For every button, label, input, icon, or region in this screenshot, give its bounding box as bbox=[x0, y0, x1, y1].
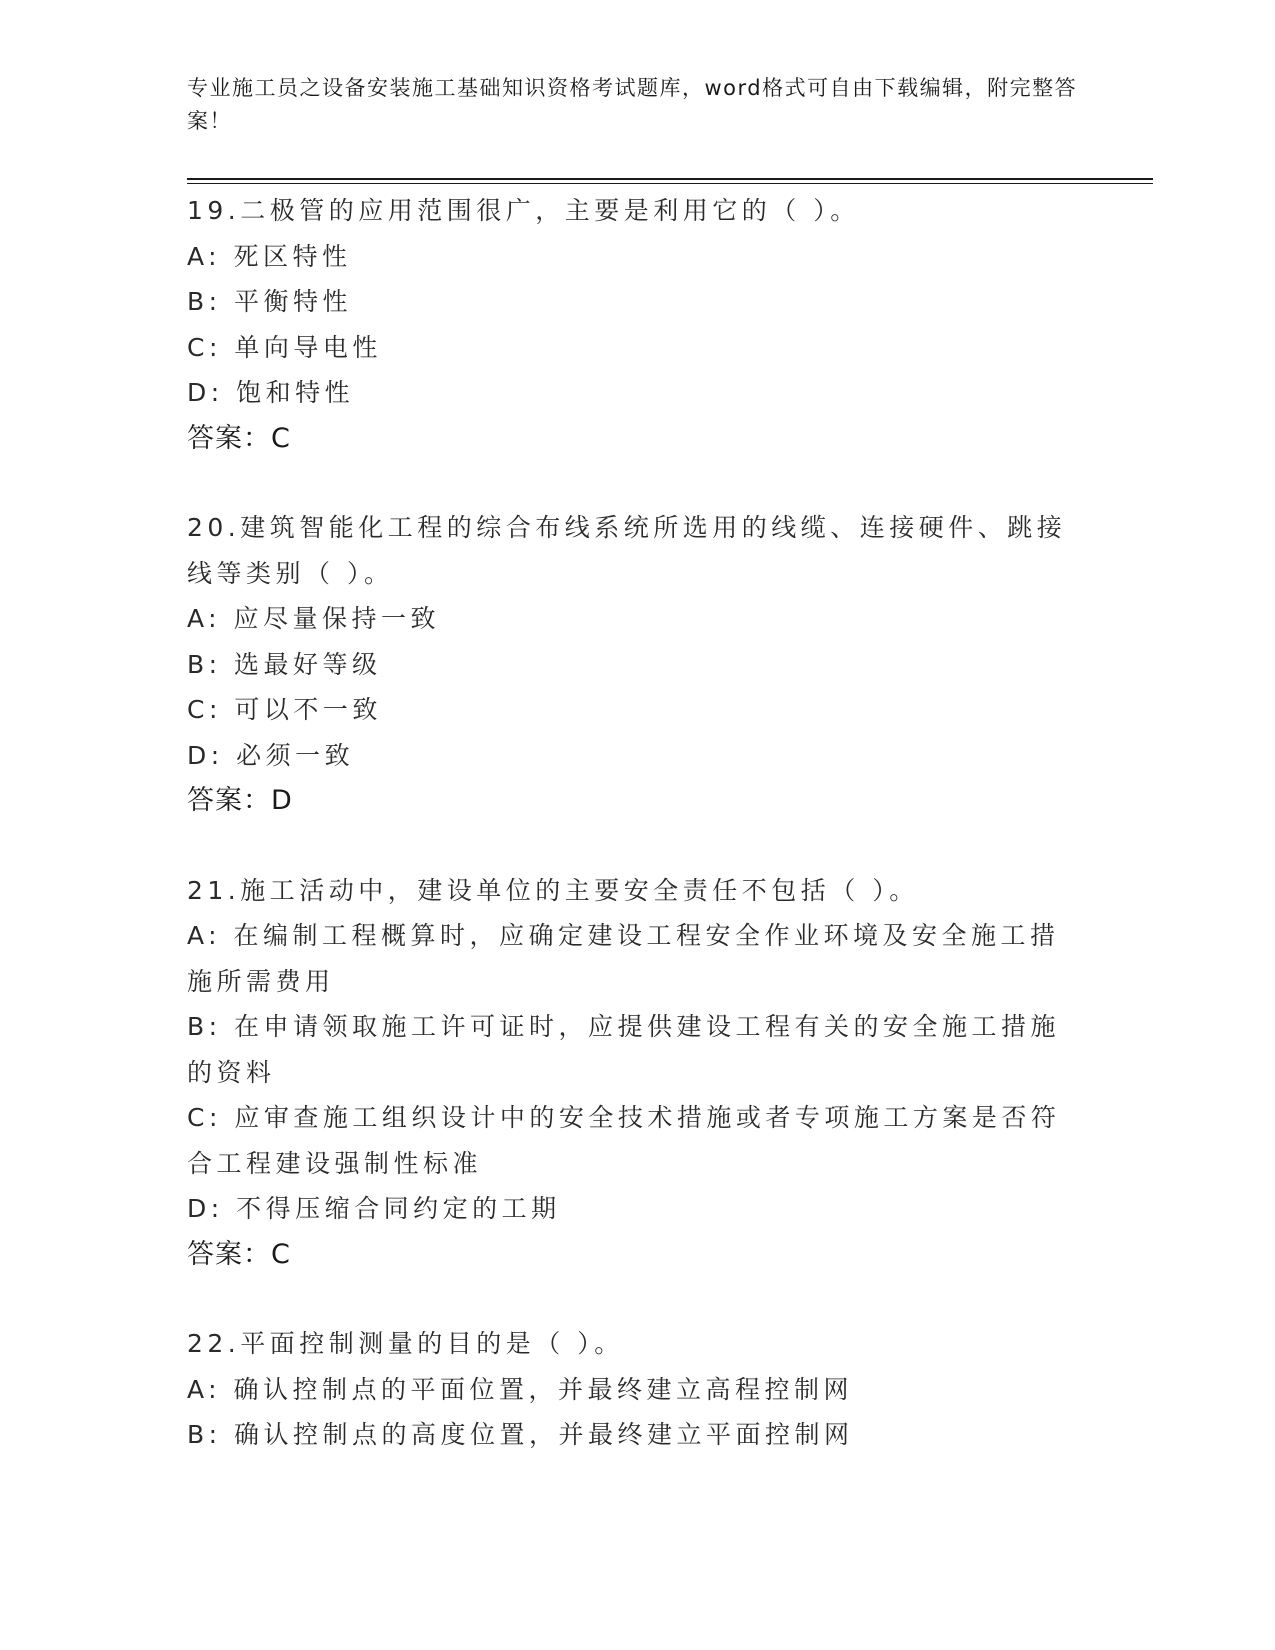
question-stem: 19.二极管的应用范围很广，主要是利用它的（ ）。 bbox=[187, 196, 860, 225]
question-stem: 22.平面控制测量的目的是（ ）。 bbox=[187, 1329, 624, 1358]
question-stem: 20.建筑智能化工程的综合布线系统所选用的线缆、连接硬件、跳接线等类别（ ）。 bbox=[187, 513, 1067, 588]
option-d: D: 必须一致 bbox=[187, 740, 355, 770]
option-c: C: 应审查施工组织设计中的安全技术措施或者专项施工方案是否符合工程建设强制性标准 bbox=[187, 1103, 1061, 1178]
header-divider-thin bbox=[187, 183, 1153, 184]
answer-label: 答案：C bbox=[187, 422, 291, 454]
option-b: B: 在申请领取施工许可证时，应提供建设工程有关的安全施工措施的资料 bbox=[187, 1012, 1061, 1087]
option-c: C: 可以不一致 bbox=[187, 695, 382, 724]
option-d: D: 饱和特性 bbox=[187, 378, 355, 407]
option-d: D: 不得压缩合同约定的工期 bbox=[187, 1194, 561, 1223]
option-b: B: 确认控制点的高度位置，并最终建立平面控制网 bbox=[187, 1420, 854, 1449]
question-19 bbox=[187, 188, 1087, 461]
header-divider-thick bbox=[187, 178, 1153, 180]
option-a: A: 应尽量保持一致 bbox=[187, 604, 441, 633]
answer-label: 答案：C bbox=[187, 1238, 291, 1270]
option-c: C: 单向导电性 bbox=[187, 332, 382, 362]
question-list bbox=[187, 188, 1087, 1502]
option-b: B: 选最好等级 bbox=[187, 649, 382, 679]
question-20 bbox=[187, 505, 1087, 824]
answer-label: 答案：D bbox=[187, 785, 293, 816]
option-b: B: 平衡特性 bbox=[187, 287, 353, 316]
question-21 bbox=[187, 868, 1087, 1278]
question-stem: 21.施工活动中，建设单位的主要安全责任不包括（ ）。 bbox=[187, 875, 919, 905]
question-22 bbox=[187, 1321, 1087, 1458]
option-a: A: 确认控制点的平面位置，并最终建立高程控制网 bbox=[187, 1374, 854, 1404]
document-header: 专业施工员之设备安装施工基础知识资格考试题库，word格式可自由下载编辑，附完整答案！ bbox=[187, 76, 1078, 133]
option-a: A: 在编制工程概算时，应确定建设工程安全作业环境及安全施工措施所需费用 bbox=[187, 921, 1060, 996]
option-a: A: 死区特性 bbox=[187, 241, 352, 271]
